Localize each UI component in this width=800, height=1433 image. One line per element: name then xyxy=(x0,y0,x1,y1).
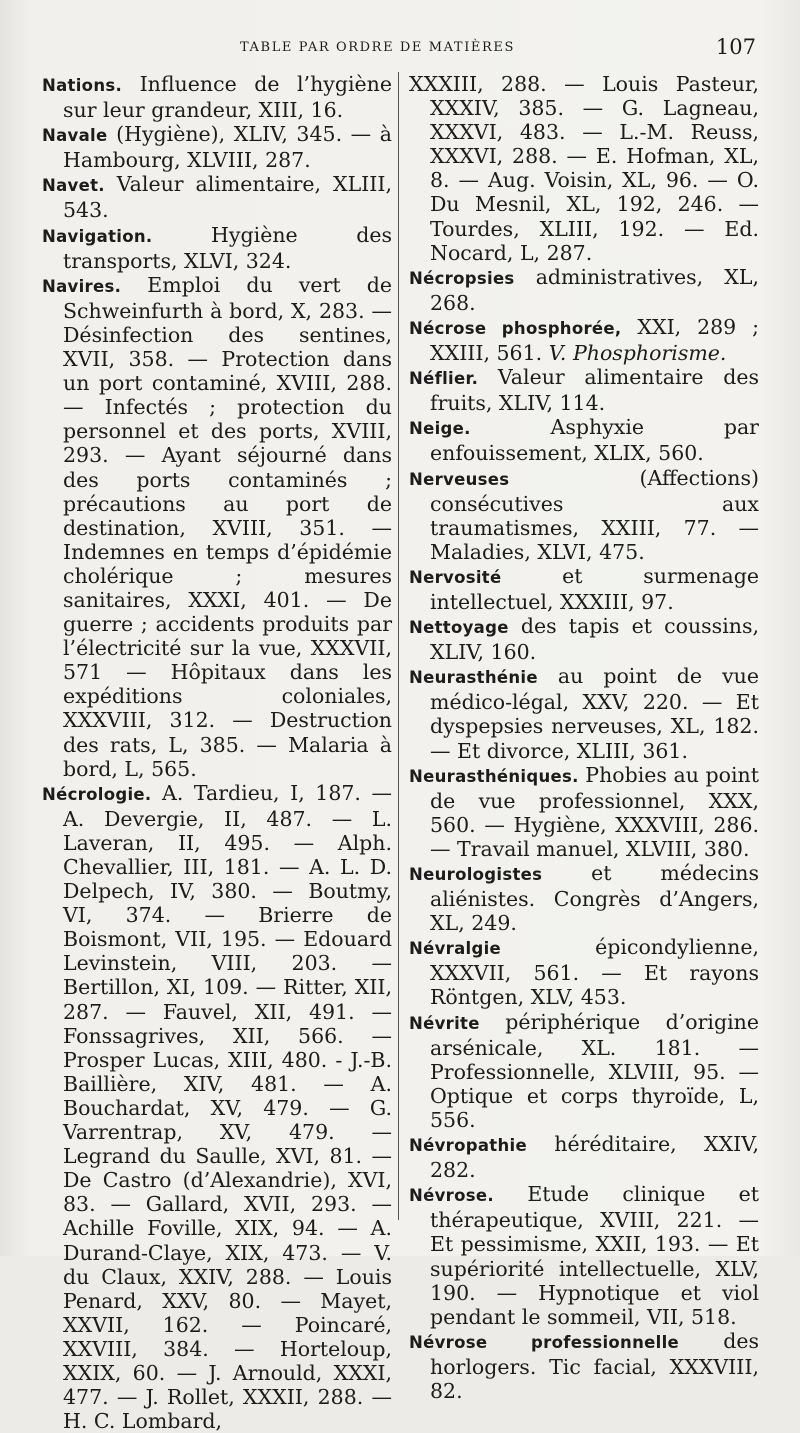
headword: Navale xyxy=(42,126,108,146)
entry-text: Hygiène des transports, XLVI, 324. xyxy=(63,222,392,273)
entry-text: Valeur alimentaire, XLIII, 543. xyxy=(63,172,392,223)
entry-text: administratives, XL, 268. xyxy=(430,264,759,315)
entry-text: Valeur alimentaire des fruits, XLIV, 114. xyxy=(430,365,759,416)
headword: Navires. xyxy=(42,276,122,296)
index-entry xyxy=(42,72,392,122)
index-entry xyxy=(42,122,392,172)
headword: Néflier. xyxy=(409,369,479,389)
right-column xyxy=(409,72,759,1403)
index-entry xyxy=(409,614,759,664)
entry-text: au point de vue médico-légal, XXV, 220. — Et dyspepsies nerveuses, XL, 182. — Et divorce, XLIII, 361. xyxy=(430,664,759,763)
index-entry xyxy=(42,223,392,273)
headword: Neurasthéniques. xyxy=(409,766,579,786)
entry-text: des tapis et coussins, XLIV, 160. xyxy=(430,614,759,665)
headword: Nécrose phosphorée, xyxy=(409,318,622,338)
index-entry xyxy=(42,273,392,781)
index-entry xyxy=(409,763,759,861)
headword: Nettoyage xyxy=(409,618,509,638)
entry-text: Phobies au point de vue professionnel, XXX, 560. — Hygiène, XXXVIII, 286. — Travail manuel, XLVIII, 380. xyxy=(430,762,759,861)
index-entry xyxy=(409,1010,759,1132)
headword: Neige. xyxy=(409,419,471,439)
entry-text: héréditaire, XXIV, 282. xyxy=(430,1132,759,1183)
headword: Névrose professionnelle xyxy=(409,1332,680,1352)
index-entry xyxy=(409,564,759,614)
headword: Névrose. xyxy=(409,1186,494,1206)
index-entry xyxy=(409,935,759,1009)
headword: Nerveuses xyxy=(409,469,510,489)
entry-text: Emploi du vert de Schweinfurth à bord, X, 283. — Désinfection des sentines, XVII, 358. — Protection dans un port contaminé, XVIII, 288. — Infectés ; protection du personnel et des ports, XVIII, 293. — Ayant séjourné dans des ports contaminés ; précautions au port de destination, XVIII, 351. — Indemnes en temps d’épidémie cholérique ; mesures sanitaires, XXXI, 401. — De guerre ; accidents produits par l’électricité sur la vue, XXXVII, 571 — Hôpitaux dans les expéditions coloniales, XXXVIII, 312. — Destruction des rats, L, 385. — Malaria à bord, L, 565. xyxy=(63,272,392,781)
entry-text: Influence de l’hygiène sur leur grandeur, XIII, 16. xyxy=(63,72,392,123)
entry-text: XXXIII, 288. — Louis Pasteur, XXXIV, 385. — G. Lagneau, XXXVI, 483. — L.-M. Reuss, XXXVI, 288. — E. Hofman, XL, 8. — Aug. Voisin, XL, 96. — O. Du Mesnil, XL, 192, 246. — Tourdes, XLIII, 192. — Ed. Nocard, L, 287. xyxy=(409,72,759,265)
column-divider xyxy=(398,72,399,1220)
headword: Nécropsies xyxy=(409,268,515,288)
entry-text: A. Tardieu, I, 187. — A. Devergie, II, 487. — L. Laveran, II, 495. — Alph. Chevallier, III, 181. — A. L. D. Delpech, IV, 380. — Boutmy, VI, 374. — Brierre de Boismont, VII, 195. — Edouard Levinstein, VIII, 203. — Bertillon, XI, 109. — Ritter, XII, 287. — Fauvel, XII, 491. — Fonssagrives, XII, 566. — Prosper Lucas, XIII, 480. - J.-B. Baillière, XIV, 481. — A. Bouchardat, XV, 479. — G. Varrentrap, XV, 479. — Legrand du Saulle, XVI, 81. — De Castro (d’Alexandrie), XVI, 83. — Gallard, XVII, 293. — Achille Foville, XIX, 94. — A. Durand-Claye, XIX, 473. — V. du Claux, XXIV, 288. — Louis Penard, XXV, 80. — Mayet, XXVII, 162. — Poincaré, XXVIII, 384. — Horteloup, XXIX, 60. — J. Arnould, XXXI, 477. — J. Rollet, XXXII, 288. — H. C. Lombard, xyxy=(63,780,392,1433)
index-entry xyxy=(409,415,759,465)
index-entry xyxy=(409,265,759,315)
running-title: TABLE PAR ORDRE DE MATIÈRES xyxy=(240,40,516,55)
headword: Névropathie xyxy=(409,1136,527,1156)
left-column xyxy=(42,72,392,1433)
page-header xyxy=(40,36,766,62)
headword: Neurologistes xyxy=(409,865,543,884)
index-entry-continued xyxy=(409,72,759,265)
index-entry xyxy=(42,172,392,222)
index-entry xyxy=(409,315,759,365)
headword: Navigation. xyxy=(42,226,153,246)
entry-text: (Affections) consécutives aux traumatismes, XXIII, 77. — Maladies, XLVI, 475. xyxy=(430,465,759,564)
page-number: 107 xyxy=(715,35,756,59)
headword: Nervosité xyxy=(409,567,502,587)
index-entry xyxy=(409,1132,759,1182)
entry-text: et médecins aliénistes. Congrès d’Angers, XL, 249. xyxy=(430,861,759,936)
headword: Navet. xyxy=(42,176,105,196)
index-entry xyxy=(409,466,759,564)
entry-text: périphérique d’origine arsénicale, XL. 181. — Professionnelle, XLVIII, 95. — Optique et corps thyroïde, L, 556. xyxy=(430,1009,759,1132)
index-entry xyxy=(409,1329,759,1403)
index-entry xyxy=(409,664,759,762)
index-entry xyxy=(409,365,759,415)
index-entry xyxy=(409,861,759,935)
entry-text: (Hygiène), XLIV, 345. — à Hambourg, XLVIII, 287. xyxy=(63,122,392,173)
entry-text: épicondylienne, XXXVII, 561. — Et rayons Röntgen, XLV, 453. xyxy=(430,935,759,1010)
headword: Névralgie xyxy=(409,939,502,959)
headword: Névrite xyxy=(409,1013,480,1033)
entry-text: XXI, 289 ; XXIII, 561. xyxy=(430,314,759,366)
cross-reference: V. Phosphorisme. xyxy=(548,341,727,366)
entry-text: et surmenage intellectuel, XXXIII, 97. xyxy=(430,563,759,614)
headword: Nécrologie. xyxy=(42,784,152,804)
headword: Neurasthénie xyxy=(409,668,538,688)
entry-text: Asphyxie par enfouissement, XLIX, 560. xyxy=(430,415,759,466)
headword: Nations. xyxy=(42,76,123,95)
entry-text: Etude clinique et thérapeutique, XVIII, 221. — Et pessimisme, XXII, 193. — Et supériorité intellectuelle, XLV, 190. — Hypnotique et viol pendant le sommeil, VII, 518. xyxy=(430,1182,759,1329)
index-entry xyxy=(42,781,392,1433)
entry-text: des horlogers. Tic facial, XXXVIII, 82. xyxy=(430,1328,759,1403)
